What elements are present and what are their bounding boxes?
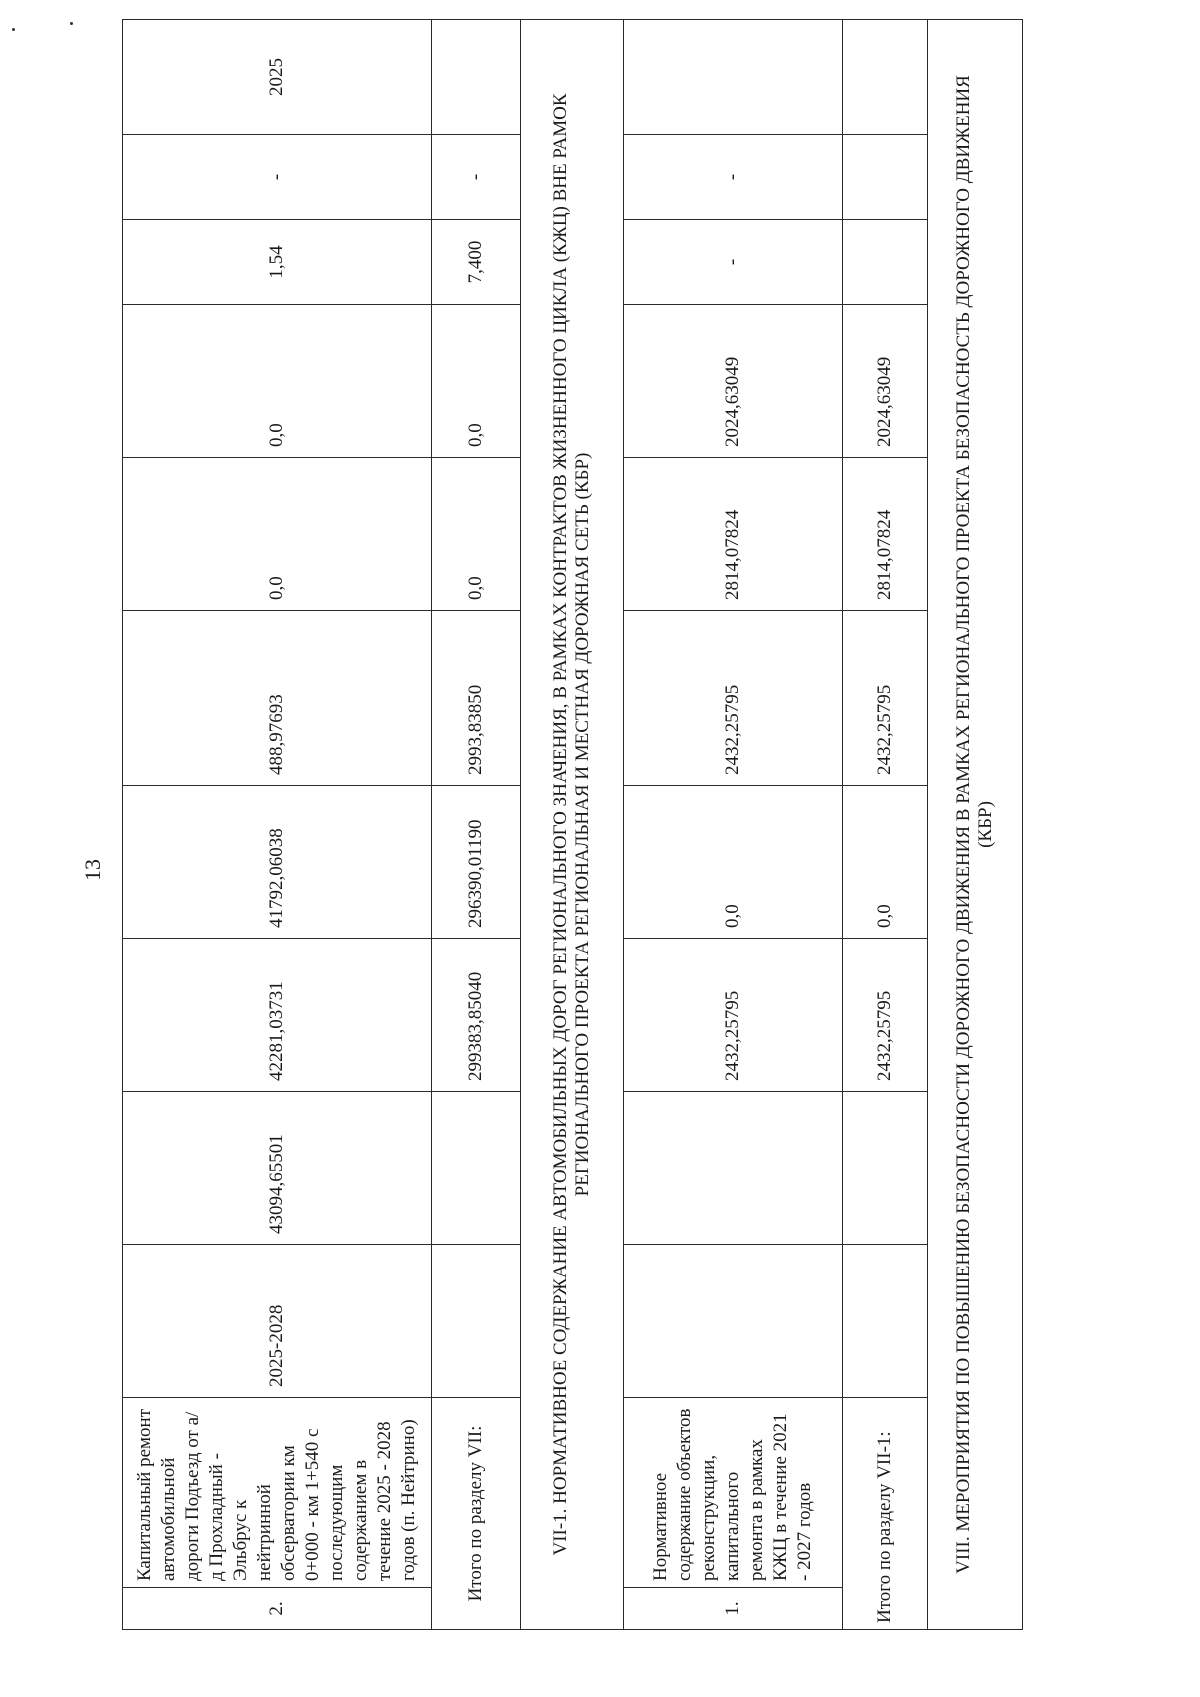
row-number: 1. — [624, 1588, 843, 1630]
section-heading-row — [521, 20, 624, 1630]
value-cell: 2024,63049 — [843, 305, 928, 458]
value-cell: 0,0 — [123, 305, 432, 458]
value-cell: 0,0 — [432, 305, 521, 458]
value-cell: - — [123, 135, 432, 220]
value-cell: 2814,07824 — [843, 458, 928, 611]
value-cell: 2432,25795 — [624, 939, 843, 1092]
value-cell: - — [432, 135, 521, 220]
value-cell: 0,0 — [843, 786, 928, 939]
value-cell: 0,0 — [432, 458, 521, 611]
total-label: Итого по разделу VII-1: — [843, 1398, 928, 1630]
value-cell: - — [624, 220, 843, 305]
object-name: Капитальный ремонт автомобильной дороги Подъезд от а/д Прохладный - Эльбрус к нейтринной обсерватории км 0+000 - км 1+540 с последующим содержанием в течение 2025 - 2028 годов (п. Нейтрино) — [123, 1398, 432, 1588]
period-cell: 2025-2028 — [123, 1245, 432, 1398]
table-row — [624, 20, 843, 1630]
rotated-table-sheet — [122, 20, 996, 1630]
total-row — [432, 20, 521, 1630]
total-label: Итого по разделу VII: — [432, 1398, 521, 1630]
length-cell: 7,400 — [432, 220, 521, 305]
section-title: VIII. МЕРОПРИЯТИЯ ПО ПОВЫШЕНИЮ БЕЗОПАСНОСТИ ДОРОЖНОГО ДВИЖЕНИЯ В РАМКАХ РЕГИОНАЛЬНОГО ПРОЕКТА БЕЗОПАСНОСТЬ ДОРОЖНОГО ДВИЖЕНИЯ (КБР) — [928, 20, 1023, 1630]
value-cell: 2814,07824 — [624, 458, 843, 611]
value-cell: 42281,03731 — [123, 939, 432, 1092]
scan-speck — [70, 22, 73, 25]
object-name: Нормативное содержание объектов реконструкции, капитального ремонта в рамках КЖЦ в течение 2021 - 2027 годов — [624, 1398, 843, 1588]
value-cell: 299383,85040 — [432, 939, 521, 1092]
value-cell: 0,0 — [624, 786, 843, 939]
program-table — [122, 19, 1023, 1630]
value-cell: 2993,83850 — [432, 611, 521, 786]
value-cell: 2024,63049 — [624, 305, 843, 458]
page-number: 13 — [80, 859, 105, 881]
section-heading-row — [928, 20, 1023, 1630]
scan-speck — [12, 28, 15, 31]
table-row — [123, 20, 432, 1630]
value-cell: 0,0 — [123, 458, 432, 611]
value-cell: 2432,25795 — [843, 611, 928, 786]
value-cell: 488,97693 — [123, 611, 432, 786]
value-cell: 296390,01190 — [432, 786, 521, 939]
value-cell: 43094,65501 — [123, 1092, 432, 1245]
value-cell: - — [624, 135, 843, 220]
year-cell: 2025 — [123, 20, 432, 135]
section-title: VII-1. НОРМАТИВНОЕ СОДЕРЖАНИЕ АВТОМОБИЛЬНЫХ ДОРОГ РЕГИОНАЛЬНОГО ЗНАЧЕНИЯ, В РАМКАХ КОНТРАКТОВ ЖИЗНЕННОГО ЦИКЛА (КЖЦ) ВНЕ РАМОК РЕГИОНАЛЬНОГО ПРОЕКТА РЕГИОНАЛЬНАЯ И МЕСТНАЯ ДОРОЖНАЯ СЕТЬ (КБР) — [521, 20, 624, 1630]
length-cell: 1,54 — [123, 220, 432, 305]
value-cell: 2432,25795 — [624, 611, 843, 786]
value-cell: 41792,06038 — [123, 786, 432, 939]
value-cell: 2432,25795 — [843, 939, 928, 1092]
total-row — [843, 20, 928, 1630]
row-number: 2. — [123, 1588, 432, 1630]
